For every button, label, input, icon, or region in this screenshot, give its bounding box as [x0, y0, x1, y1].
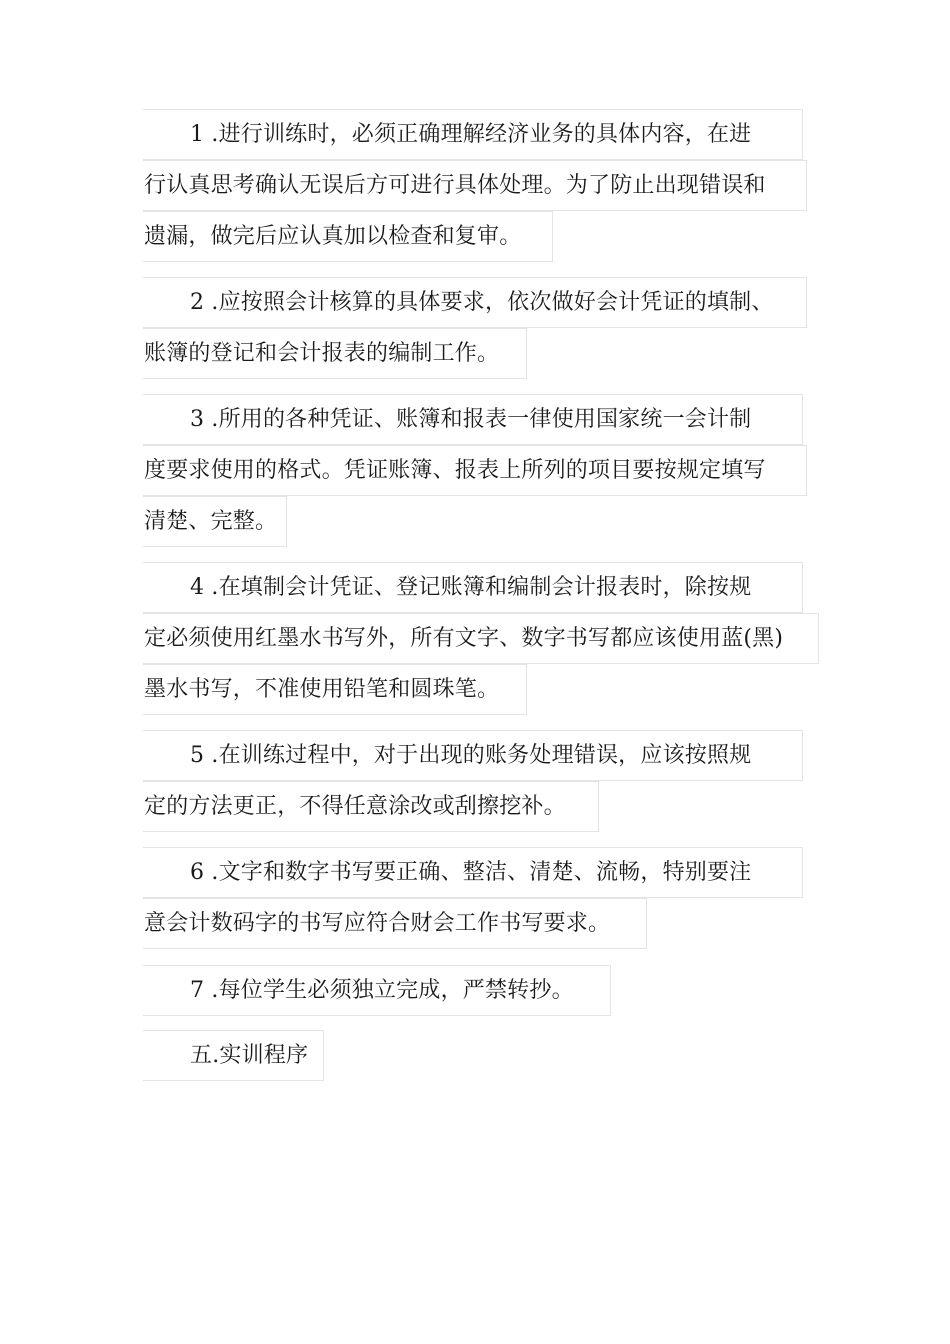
paragraph-2-line-1: 2 .应按照会计核算的具体要求，依次做好会计凭证的填制、 [143, 277, 807, 328]
paragraph-5-line-1: 5 .在训练过程中，对于出现的账务处理错误，应该按照规 [143, 730, 803, 781]
paragraph-3-line-2: 度要求使用的格式。凭证账簿、报表上所列的项目要按规定填写 [143, 445, 807, 496]
paragraph-4-line-1: 4 .在填制会计凭证、登记账簿和编制会计报表时，除按规 [143, 562, 803, 613]
paragraph-1-line-1: 1 .进行训练时，必须正确理解经济业务的具体内容，在进 [143, 109, 803, 160]
paragraph-6-line-1: 6 .文字和数字书写要正确、整洁、清楚、流畅，特别要注 [143, 847, 803, 898]
paragraph-4-line-3: 墨水书写，不准使用铅笔和圆珠笔。 [143, 664, 527, 715]
paragraph-5-line-2: 定的方法更正，不得任意涂改或刮擦挖补。 [143, 781, 599, 832]
paragraph-2-line-2: 账簿的登记和会计报表的编制工作。 [143, 328, 527, 379]
paragraph-1-line-3: 遗漏，做完后应认真加以检查和复审。 [143, 211, 553, 262]
paragraph-4-line-2: 定必须使用红墨水书写外，所有文字、数字书写都应该使用蓝(黑) [143, 613, 819, 664]
paragraph-1-line-2: 行认真思考确认无误后方可进行具体处理。为了防止出现错误和 [143, 160, 807, 211]
paragraph-3-line-3: 清楚、完整。 [143, 496, 287, 547]
paragraph-6-line-2: 意会计数码字的书写应符合财会工作书写要求。 [143, 898, 647, 949]
paragraph-3-line-1: 3 .所用的各种凭证、账簿和报表一律使用国家统一会计制 [143, 394, 803, 445]
section-heading: 五.实训程序 [143, 1030, 324, 1081]
paragraph-7-line-1: 7 .每位学生必须独立完成，严禁转抄。 [143, 965, 611, 1016]
